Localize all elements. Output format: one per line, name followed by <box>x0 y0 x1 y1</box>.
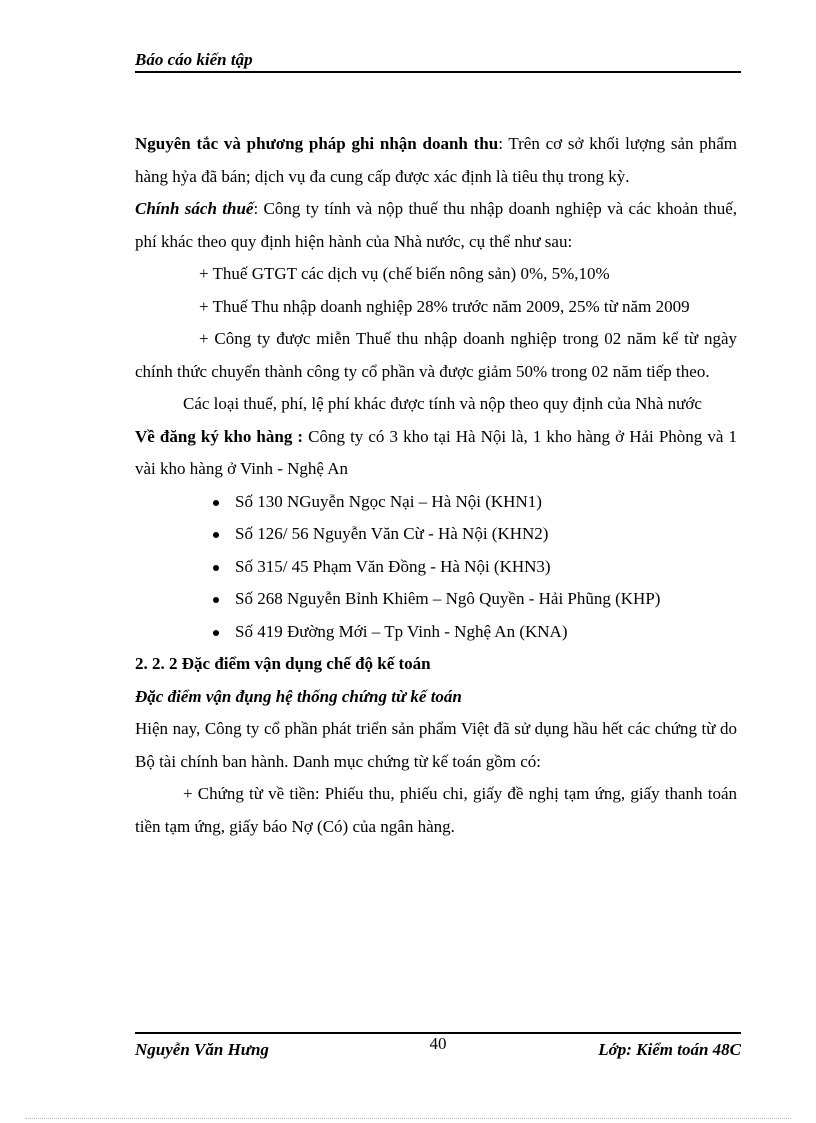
documents-paragraph: Hiện nay, Công ty cổ phần phát triển sản phẩm Việt đã sử dụng hầu hết các chứng từ do Bộ tài chính ban hành. Danh mục chứng từ kế toán gồm có: <box>135 719 737 771</box>
warehouse-paragraph <box>135 421 737 486</box>
tax-item-exemption: + Công ty được miễn Thuế thu nhập doanh nghiệp trong 02 năm kể từ ngày chính thức chuyển thành công ty cổ phần và được giảm 50% trong 02 năm tiếp theo. <box>135 329 737 381</box>
tax-policy-label: Chính sách thuế <box>135 199 254 218</box>
cash-documents-paragraph: + Chứng từ về tiền: Phiếu thu, phiếu chi, giấy đề nghị tạm ứng, giấy thanh toán tiền tạm ứng, giấy báo Nợ (Có) của ngân hàng. <box>135 784 737 836</box>
revenue-principle-paragraph <box>135 128 737 193</box>
tax-item-vat: + Thuế GTGT các dịch vụ (chế biến nông sản) 0%, 5%,10% <box>199 264 610 283</box>
header-divider <box>135 71 741 73</box>
page-number: 40 <box>429 1034 447 1053</box>
tax-policy-text: : Công ty tính và nộp thuế thu nhập doanh nghiệp và các khoản thuế, phí khác theo quy định hiện hành của Nhà nước, cụ thể như sau: <box>135 199 737 251</box>
section-heading: 2. 2. 2 Đặc điểm vận dụng chế độ kế toán <box>135 654 431 673</box>
list-item: Số 268 Nguyễn Bỉnh Khiêm – Ngô Quyền - Hải Phũng (KHP) <box>211 583 737 616</box>
page-bottom-border <box>25 1118 791 1119</box>
page-footer <box>135 1034 741 1061</box>
document-body <box>135 128 737 843</box>
revenue-principle-text: : Trên cơ sở khối lượng sản phẩm hàng hỷa đã bán; dịch vụ đa cung cấp được xác định là tiêu thụ trong kỳ. <box>135 134 737 186</box>
page-header: Báo cáo kiến tập <box>135 50 253 69</box>
list-item: Số 315/ 45 Phạm Văn Đồng - Hà Nội (KHN3) <box>211 551 737 584</box>
tax-item-cit: + Thuế Thu nhập doanh nghiệp 28% trước năm 2009, 25% từ năm 2009 <box>199 296 690 316</box>
warehouse-label: Về đăng ký kho hàng : <box>135 426 304 446</box>
other-taxes-paragraph: Các loại thuế, phí, lệ phí khác được tính và nộp theo quy định của Nhà nước <box>183 394 702 413</box>
warehouse-list <box>135 486 737 649</box>
footer-class: Lớp: Kiểm toán 48C <box>598 1040 741 1059</box>
revenue-principle-label: Nguyên tắc và phương pháp ghi nhận doanh thu <box>135 134 499 153</box>
footer-author: Nguyễn Văn Hưng <box>135 1040 269 1059</box>
tax-policy-paragraph <box>135 193 737 258</box>
warehouse-text: Công ty có 3 kho tại Hà Nội là, 1 kho hàng ở Hải Phòng và 1 vài kho hàng ở Vinh - Nghệ An <box>135 426 737 478</box>
subsection-heading: Đặc điểm vận đụng hệ thống chứng từ kế toán <box>135 686 462 706</box>
list-item: Số 126/ 56 Nguyễn Văn Cừ - Hà Nội (KHN2) <box>211 518 737 551</box>
list-item: Số 419 Đường Mới – Tp Vinh - Nghệ An (KNA) <box>211 616 737 649</box>
list-item: Số 130 NGuyễn Ngọc Nại – Hà Nội (KHN1) <box>211 486 737 519</box>
